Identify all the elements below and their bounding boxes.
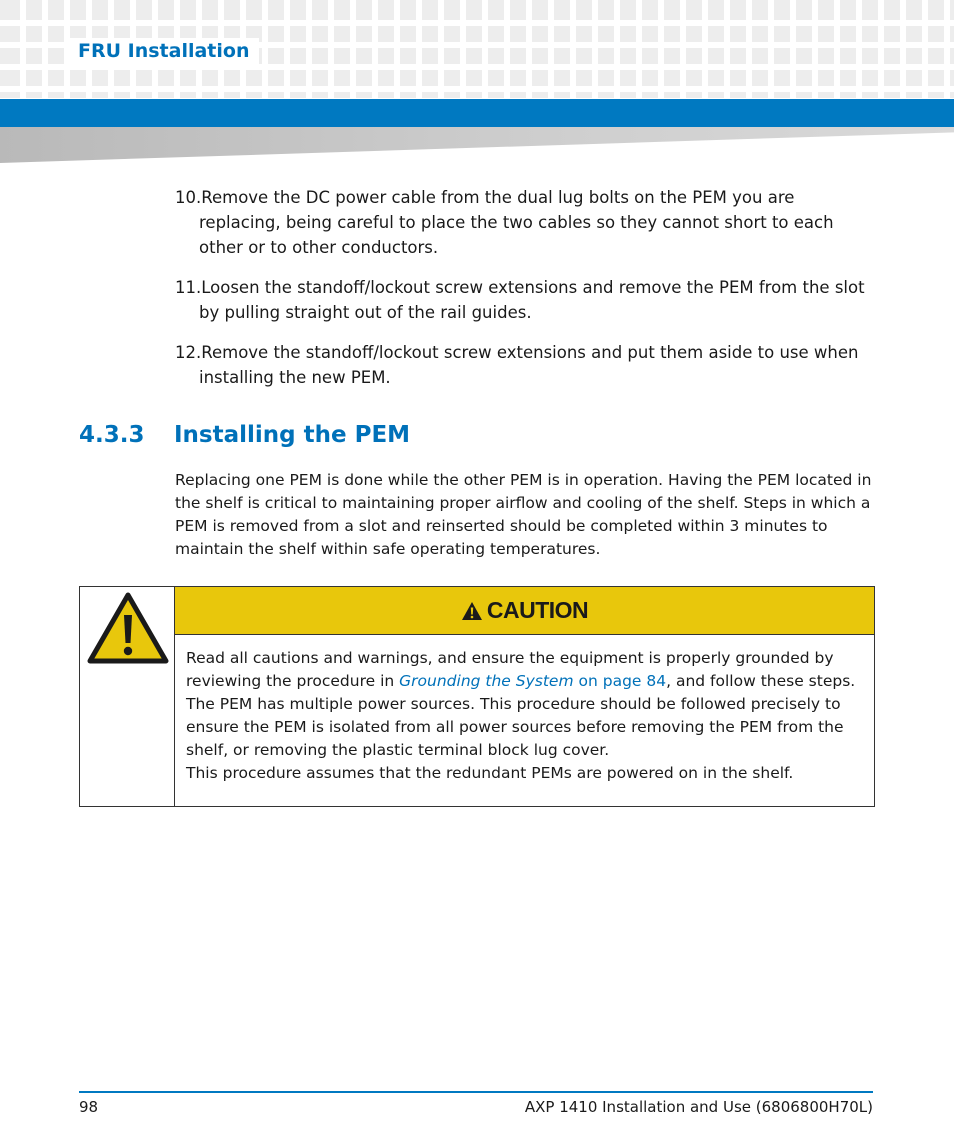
- header-blue-band: [0, 99, 954, 127]
- section-heading: [79, 422, 410, 448]
- section-intro: Replacing one PEM is done while the other PEM is in operation. Having the PEM located in the shelf is critical to maintaining proper airflow and cooling of the shelf. Steps in which a PEM is removed from a slot and reinserted should be completed within 3 minutes to maintain the shelf within safe operating temperatures.: [175, 471, 872, 558]
- step-10: 10.Remove the DC power cable from the dual lug bolts on the PEM you are replacing, being careful to place the two cables so they cannot short to each other or to other conductors.: [175, 188, 834, 257]
- step-11: 11.Loosen the standoff/lockout screw extensions and remove the PEM from the slot by pulling straight out of the rail guides.: [175, 278, 865, 322]
- caution-text: [186, 647, 866, 785]
- footer-rule: [79, 1091, 873, 1093]
- caution-banner: [175, 587, 874, 635]
- caution-icon-cell: [80, 587, 175, 806]
- caution-box: [79, 586, 875, 807]
- header-gray-wedge: [0, 127, 954, 163]
- caution-label: CAUTION: [486, 597, 589, 623]
- footer-doc-title: AXP 1410 Installation and Use (6806800H70L): [524, 1098, 873, 1116]
- section-title: Installing the PEM: [174, 422, 411, 448]
- section-number: 4.3.3: [79, 422, 145, 448]
- caution-text-end: , and follow these steps. The PEM has multiple power sources. This procedure should be followed precisely to ensure the PEM is isolated from all power sources before removing the PEM from the shelf, or removing the plastic terminal block lug cover.: [186, 672, 856, 759]
- caution-text-start: Read all cautions and warnings, and ensure the equipment is properly grounded by reviewing the procedure in: [186, 649, 834, 690]
- grounding-page-link[interactable]: on page 84: [573, 672, 667, 690]
- procedure-steps: [175, 185, 875, 405]
- warning-small-icon: [461, 601, 483, 621]
- grounding-link[interactable]: Grounding the System: [399, 672, 574, 690]
- running-header-title: FRU Installation: [70, 38, 259, 64]
- footer-page-number: 98: [79, 1098, 99, 1116]
- warning-triangle-icon: [86, 591, 170, 665]
- step-12: 12.Remove the standoff/lockout screw extensions and put them aside to use when installing the new PEM.: [175, 343, 859, 387]
- caution-note: This procedure assumes that the redundant PEMs are powered on in the shelf.: [186, 764, 794, 782]
